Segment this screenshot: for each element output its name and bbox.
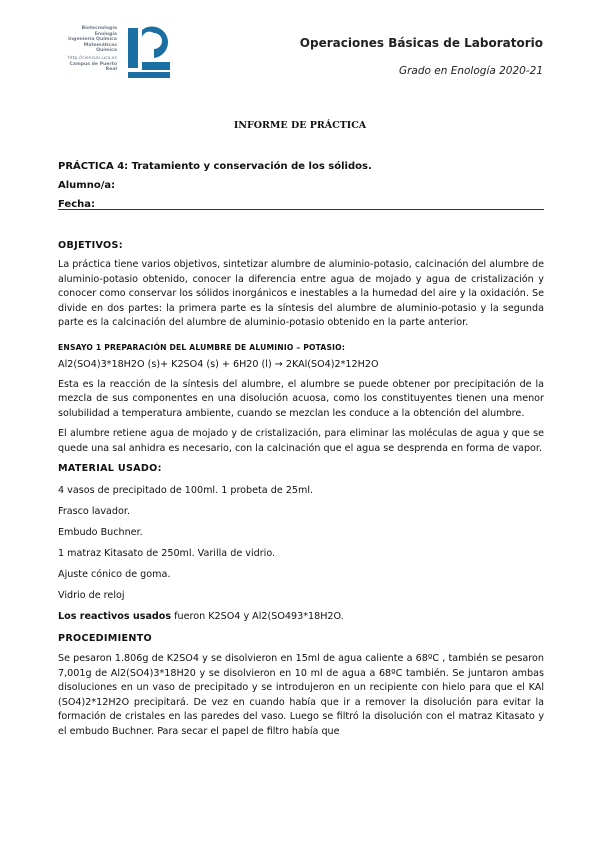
material-item: 1 matraz Kitasato de 250ml. Varilla de vidrio. — [58, 548, 276, 559]
material-item: Vidrio de reloj — [58, 590, 125, 601]
logo-line-1: Biotecnología — [81, 26, 117, 31]
essay1-paragraph-2: El alumbre retiene agua de mojado y de cristalización, para eliminar las moléculas de agua y que se quede una sal anhidra es necesario, con la calcinación que el agua se desprenda en forma de vapor. — [58, 428, 544, 454]
course-title: Operaciones Básicas de Laboratorio — [299, 36, 543, 50]
reagents-label: Los reactivos usados — [58, 611, 172, 622]
meta-divider — [58, 209, 544, 210]
faculty-logo — [62, 24, 174, 80]
degree-year: Grado en Enología 2020-21 — [398, 65, 543, 77]
logo-line-3: Ingeniería Química — [68, 37, 117, 43]
objectives-heading: OBJETIVOS: — [58, 240, 123, 251]
logo-caption — [62, 26, 117, 73]
procedure-heading: PROCEDIMIENTO — [58, 633, 153, 644]
logo-line-2: Enología — [94, 31, 117, 37]
material-item: Frasco lavador. — [58, 506, 131, 517]
report-title: INFORME DE PRÁCTICA — [233, 120, 367, 131]
reagents-line — [58, 610, 544, 624]
objectives-text: La práctica tiene varios objetivos, sintetizar alumbre de aluminio-potasio, calcinación del alumbre de aluminio-potasio obtenido, conocer la diferencia entre agua de mojado y agua de cristalización y conocer como conservar los sólidos inorgánicos e inestables a la humedad del aire y la oxidación. Se divide en dos partes: la primera parte es la síntesis del alumbre de aluminio-potasio y la segunda parte es la calcinación del alumbre de aluminio-potasio obtenido en la parte anterior. — [58, 259, 544, 328]
essay1-paragraph-1: Esta es la reacción de la síntesis del alumbre, el alumbre se puede obtener por precipitación de la mezcla de sus componentes en una disolución acuosa, como los constituyentes tienen una menor solubilidad a temperatura ambiente, cuando se mezclan les conduce a la obtención del alumbre. — [58, 378, 544, 419]
logo-line-5: Química — [96, 48, 117, 54]
student-field-label: Alumno/a: — [58, 180, 116, 191]
material-item: Embudo Buchner. — [58, 527, 143, 538]
material-item: 4 vasos de precipitado de 100ml. 1 probeta de 25ml. — [58, 485, 314, 496]
logo-line-4: Matemáticas — [83, 42, 117, 48]
reagents-text: fueron K2SO4 y Al2(SO493*18H2O. — [171, 611, 344, 622]
essay1-heading: ENSAYO 1 PREPARACIÓN DEL ALUMBRE DE ALUMINIO – POTASIO: — [58, 342, 346, 352]
reaction-equation: Al2(SO4)3*18H2O (s)+ K2SO4 (s) + 6H20 (l) → 2KAl(SO4)2*12H2O — [58, 358, 379, 370]
logo-url: http://ciencias.uca.es — [67, 55, 117, 61]
material-item: Ajuste cónico de goma. — [58, 569, 171, 580]
practice-title: PRÁCTICA 4: Tratamiento y conservación de los sólidos. — [58, 161, 372, 172]
date-field-label: Fecha: — [58, 199, 96, 210]
report-body — [58, 239, 544, 739]
logo-campus: Campus de Puerto Real — [69, 61, 117, 73]
faculty-emblem-icon — [122, 24, 174, 80]
procedure-text: Se pesaron 1.806g de K2SO4 y se disolvieron en 15ml de agua caliente a 68ºC , también se pesaron 7,001g de Al2(SO4)3*18H20 y se disolvieron en 10 ml de agua a 68ºC también. Se juntaron ambas disoluciones en un vaso de precipitado y se introdujeron en un recipiente con hielo para que el KAl (SO4)2*12H2O precipitará. De vez en cuando había que ir a remover la disolución para evitar la formación de cristales en las paredes del vaso. Luego se filtró la disolución con el matraz Kitasato y el embudo Buchner. Para secar el papel de filtro había que — [58, 653, 544, 737]
material-heading: MATERIAL USADO: — [58, 463, 162, 474]
